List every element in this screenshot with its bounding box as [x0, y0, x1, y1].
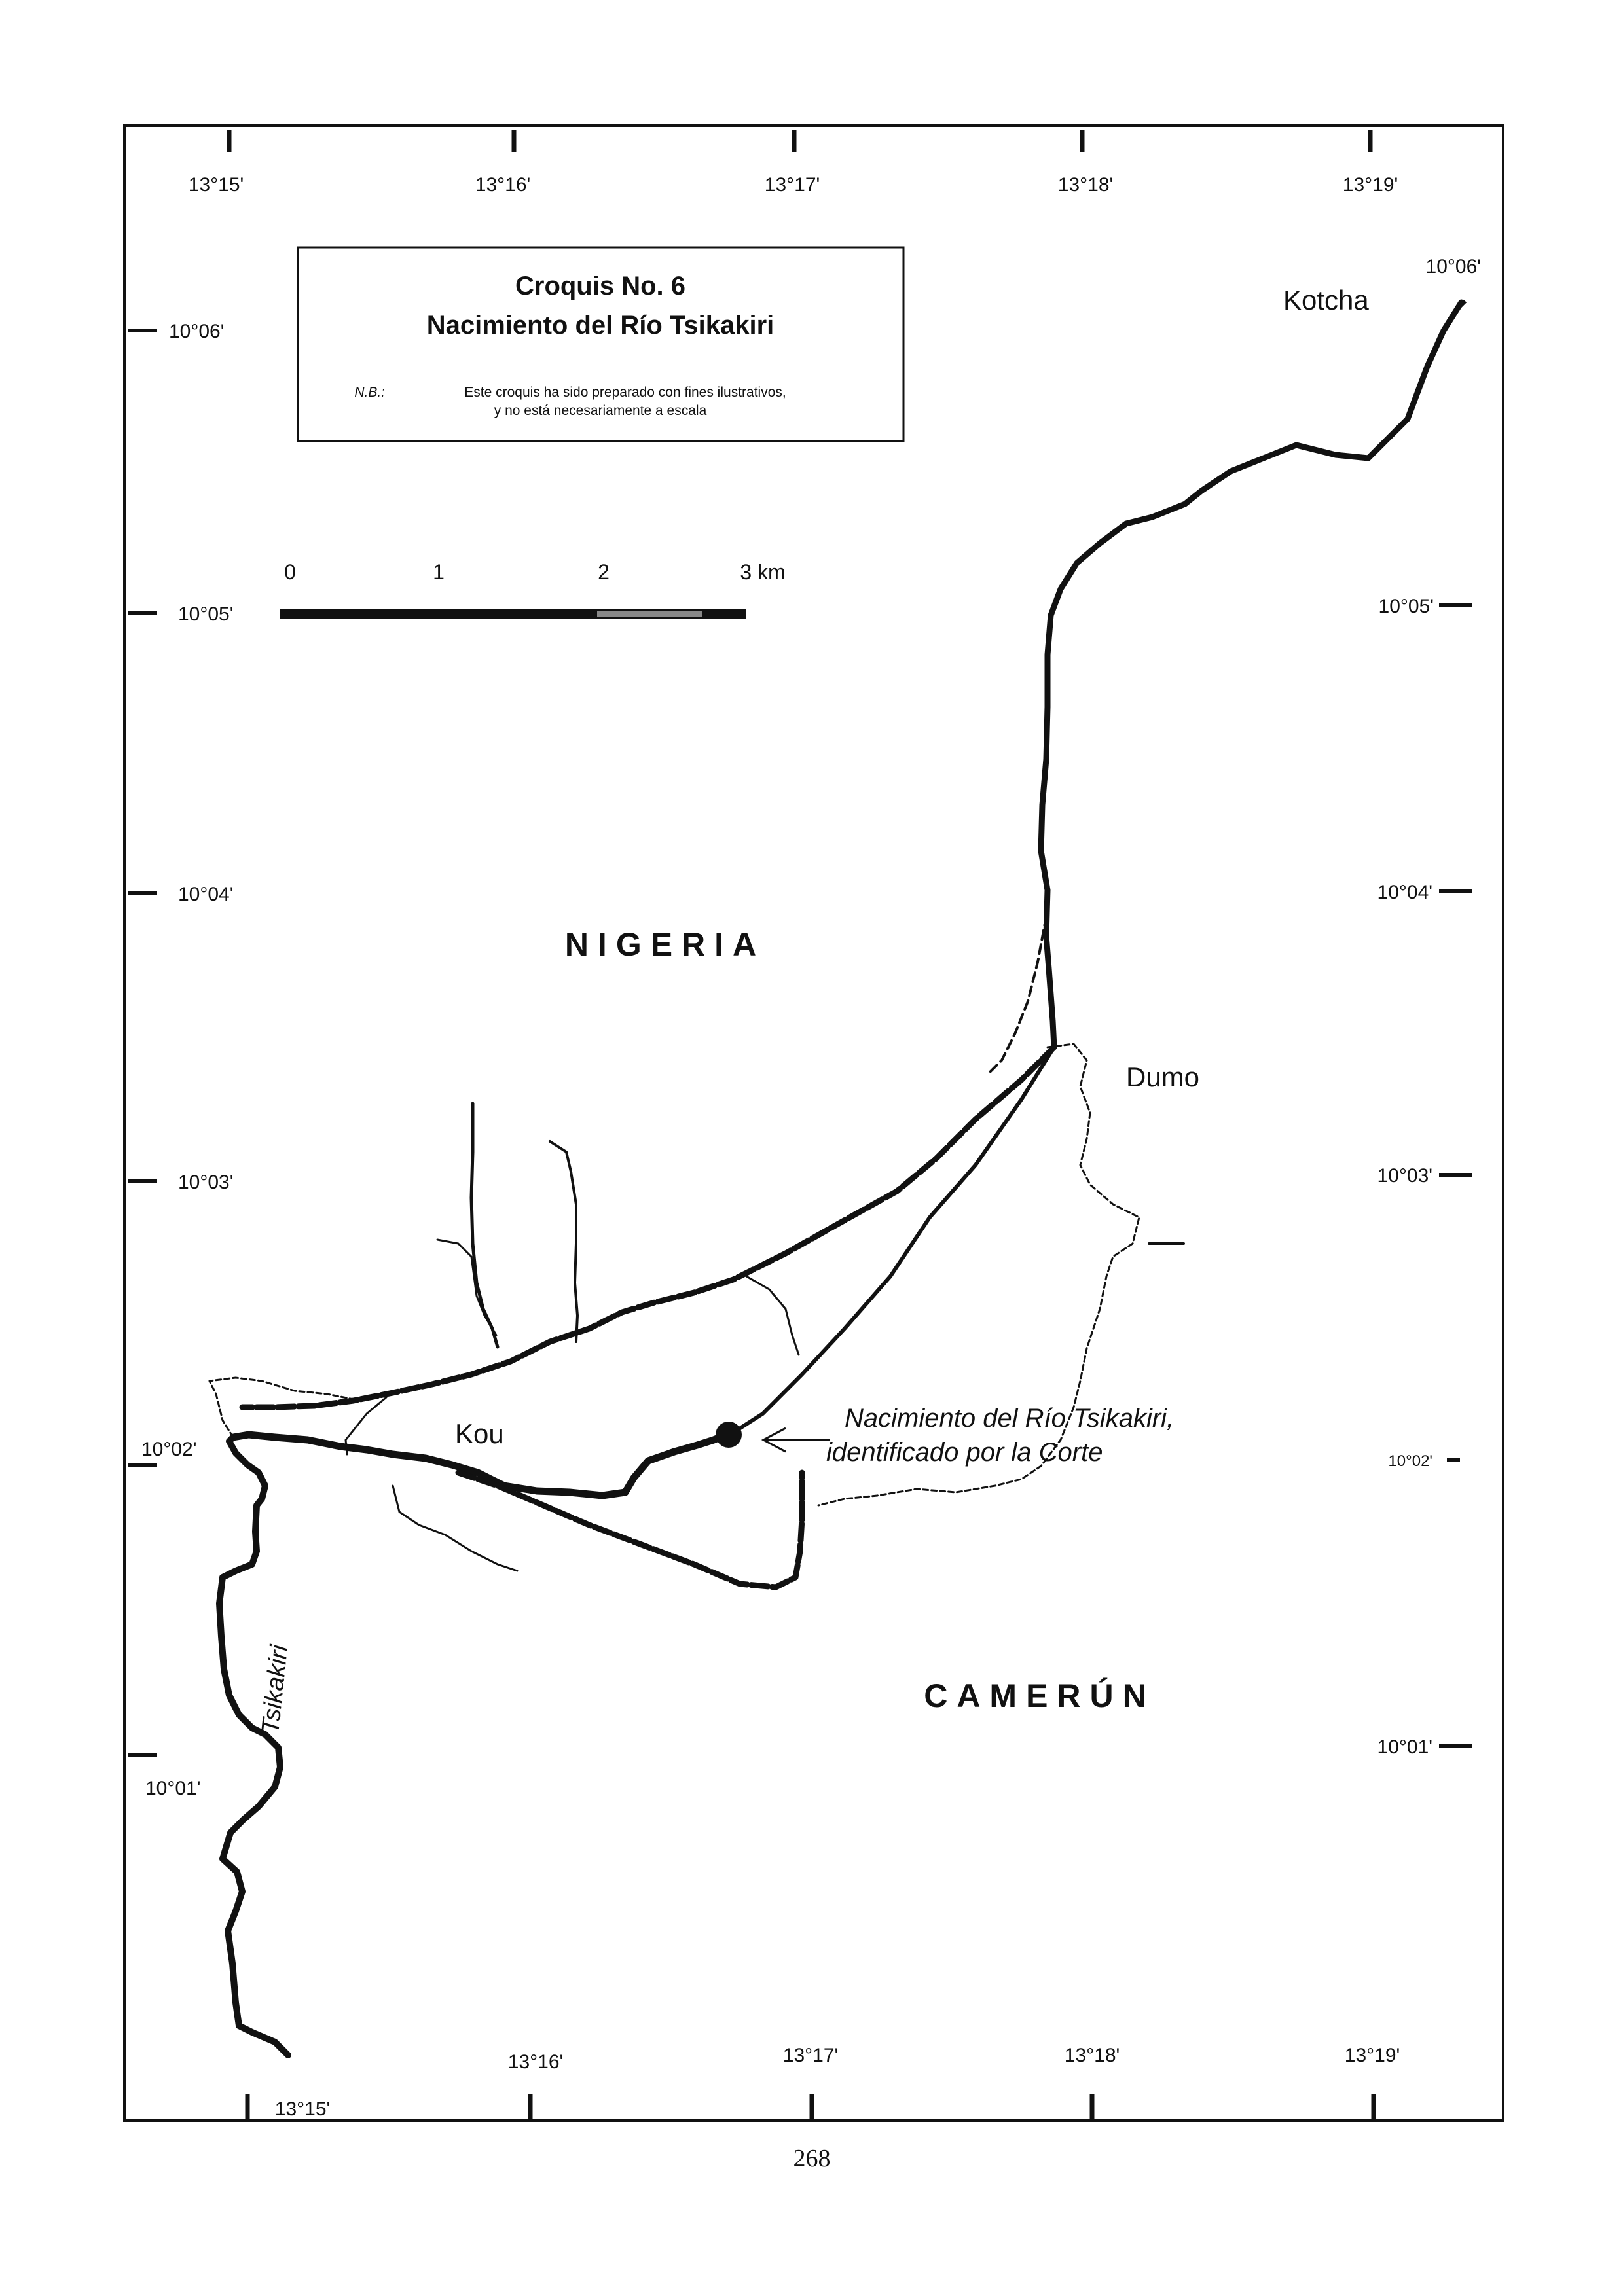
top-lon-label: 13°17': [764, 174, 820, 196]
bottom-lon-label: 13°15': [274, 2098, 331, 2120]
right-lat-label: 10°03': [1377, 1165, 1432, 1187]
left-lat-label: 10°02': [141, 1439, 197, 1460]
source-annotation-line2: identificado por la Corte: [826, 1438, 1103, 1467]
country-label-nigeria: NIGERIA: [564, 926, 766, 963]
country-label-camerun: CAMERÚN: [924, 1677, 1156, 1714]
top-lon-label: 13°19': [1342, 174, 1398, 196]
right-lat-label: 10°01': [1377, 1736, 1432, 1758]
scale-label: 1: [433, 560, 445, 584]
place-label-kotcha: Kotcha: [1283, 285, 1369, 315]
top-longitude-labels: [189, 174, 1398, 196]
bottom-lon-label: 13°18': [1064, 2045, 1120, 2066]
source-arrow: [763, 1428, 830, 1452]
page-number: 268: [793, 2145, 831, 2172]
note-line-1: Este croquis ha sido preparado con fines ilustrativos,: [464, 385, 786, 400]
river-label-tsikakiri: Tsikakiri: [257, 1643, 294, 1735]
left-lat-label: 10°01': [145, 1778, 201, 1799]
top-lon-label: 13°18': [1057, 174, 1114, 196]
right-latitude-ticks: [1439, 301, 1472, 1746]
scale-label: 2: [598, 560, 610, 584]
left-latitude-ticks: [128, 331, 157, 1755]
right-lat-label: 10°06': [1425, 256, 1481, 278]
left-lat-label: 10°05': [178, 603, 234, 625]
scale-bar: [280, 560, 786, 619]
tributary-3: [437, 1240, 496, 1335]
top-lon-label: 13°15': [188, 174, 244, 196]
tributary-5: [393, 1486, 517, 1571]
dashed-boundary-north: [242, 1047, 1054, 1407]
main-boundary-river: [1041, 302, 1461, 1047]
sketch-subtitle: Nacimiento del Río Tsikakiri: [426, 311, 775, 340]
source-annotation-line1: Nacimiento del Río Tsikakiri,: [845, 1404, 1175, 1433]
top-lon-label: 13°16': [475, 174, 531, 196]
tributary-2: [550, 1141, 577, 1342]
scale-label: 3 km: [740, 560, 786, 584]
title-box: [298, 247, 903, 441]
bottom-lon-label: 13°19': [1344, 2045, 1400, 2066]
bottom-lon-label: 13°16': [507, 2051, 564, 2073]
tributary-4: [746, 1276, 799, 1355]
note-prefix: N.B.:: [354, 385, 385, 400]
left-lat-label: 10°06': [169, 321, 225, 342]
left-lat-label: 10°04': [178, 884, 234, 905]
place-label-kou: Kou: [455, 1418, 504, 1449]
sketch-title: Croquis No. 6: [515, 272, 686, 300]
straight-boundary: [730, 1047, 1054, 1435]
right-latitude-labels: [1377, 256, 1481, 1758]
right-lat-label: 10°02': [1388, 1452, 1432, 1470]
tributary-1: [471, 1103, 498, 1347]
tsikakiri-river: [219, 1437, 288, 2055]
bottom-lon-label: 13°17': [782, 2045, 839, 2066]
bottom-longitude-labels: [275, 2045, 1400, 2120]
left-lat-label: 10°03': [178, 1172, 234, 1193]
right-lat-label: 10°04': [1377, 882, 1432, 903]
right-lat-label: 10°05': [1378, 596, 1434, 617]
river-source-point: [716, 1422, 742, 1448]
boundary-lines: [210, 302, 1461, 2055]
top-longitude-ticks: [229, 130, 1370, 152]
dashed-inner: [989, 916, 1046, 1073]
note-line-2: y no está necesariamente a escala: [494, 403, 707, 418]
scale-label: 0: [284, 560, 296, 584]
bottom-longitude-ticks: [247, 2094, 1374, 2119]
place-label-dumo: Dumo: [1126, 1062, 1200, 1092]
